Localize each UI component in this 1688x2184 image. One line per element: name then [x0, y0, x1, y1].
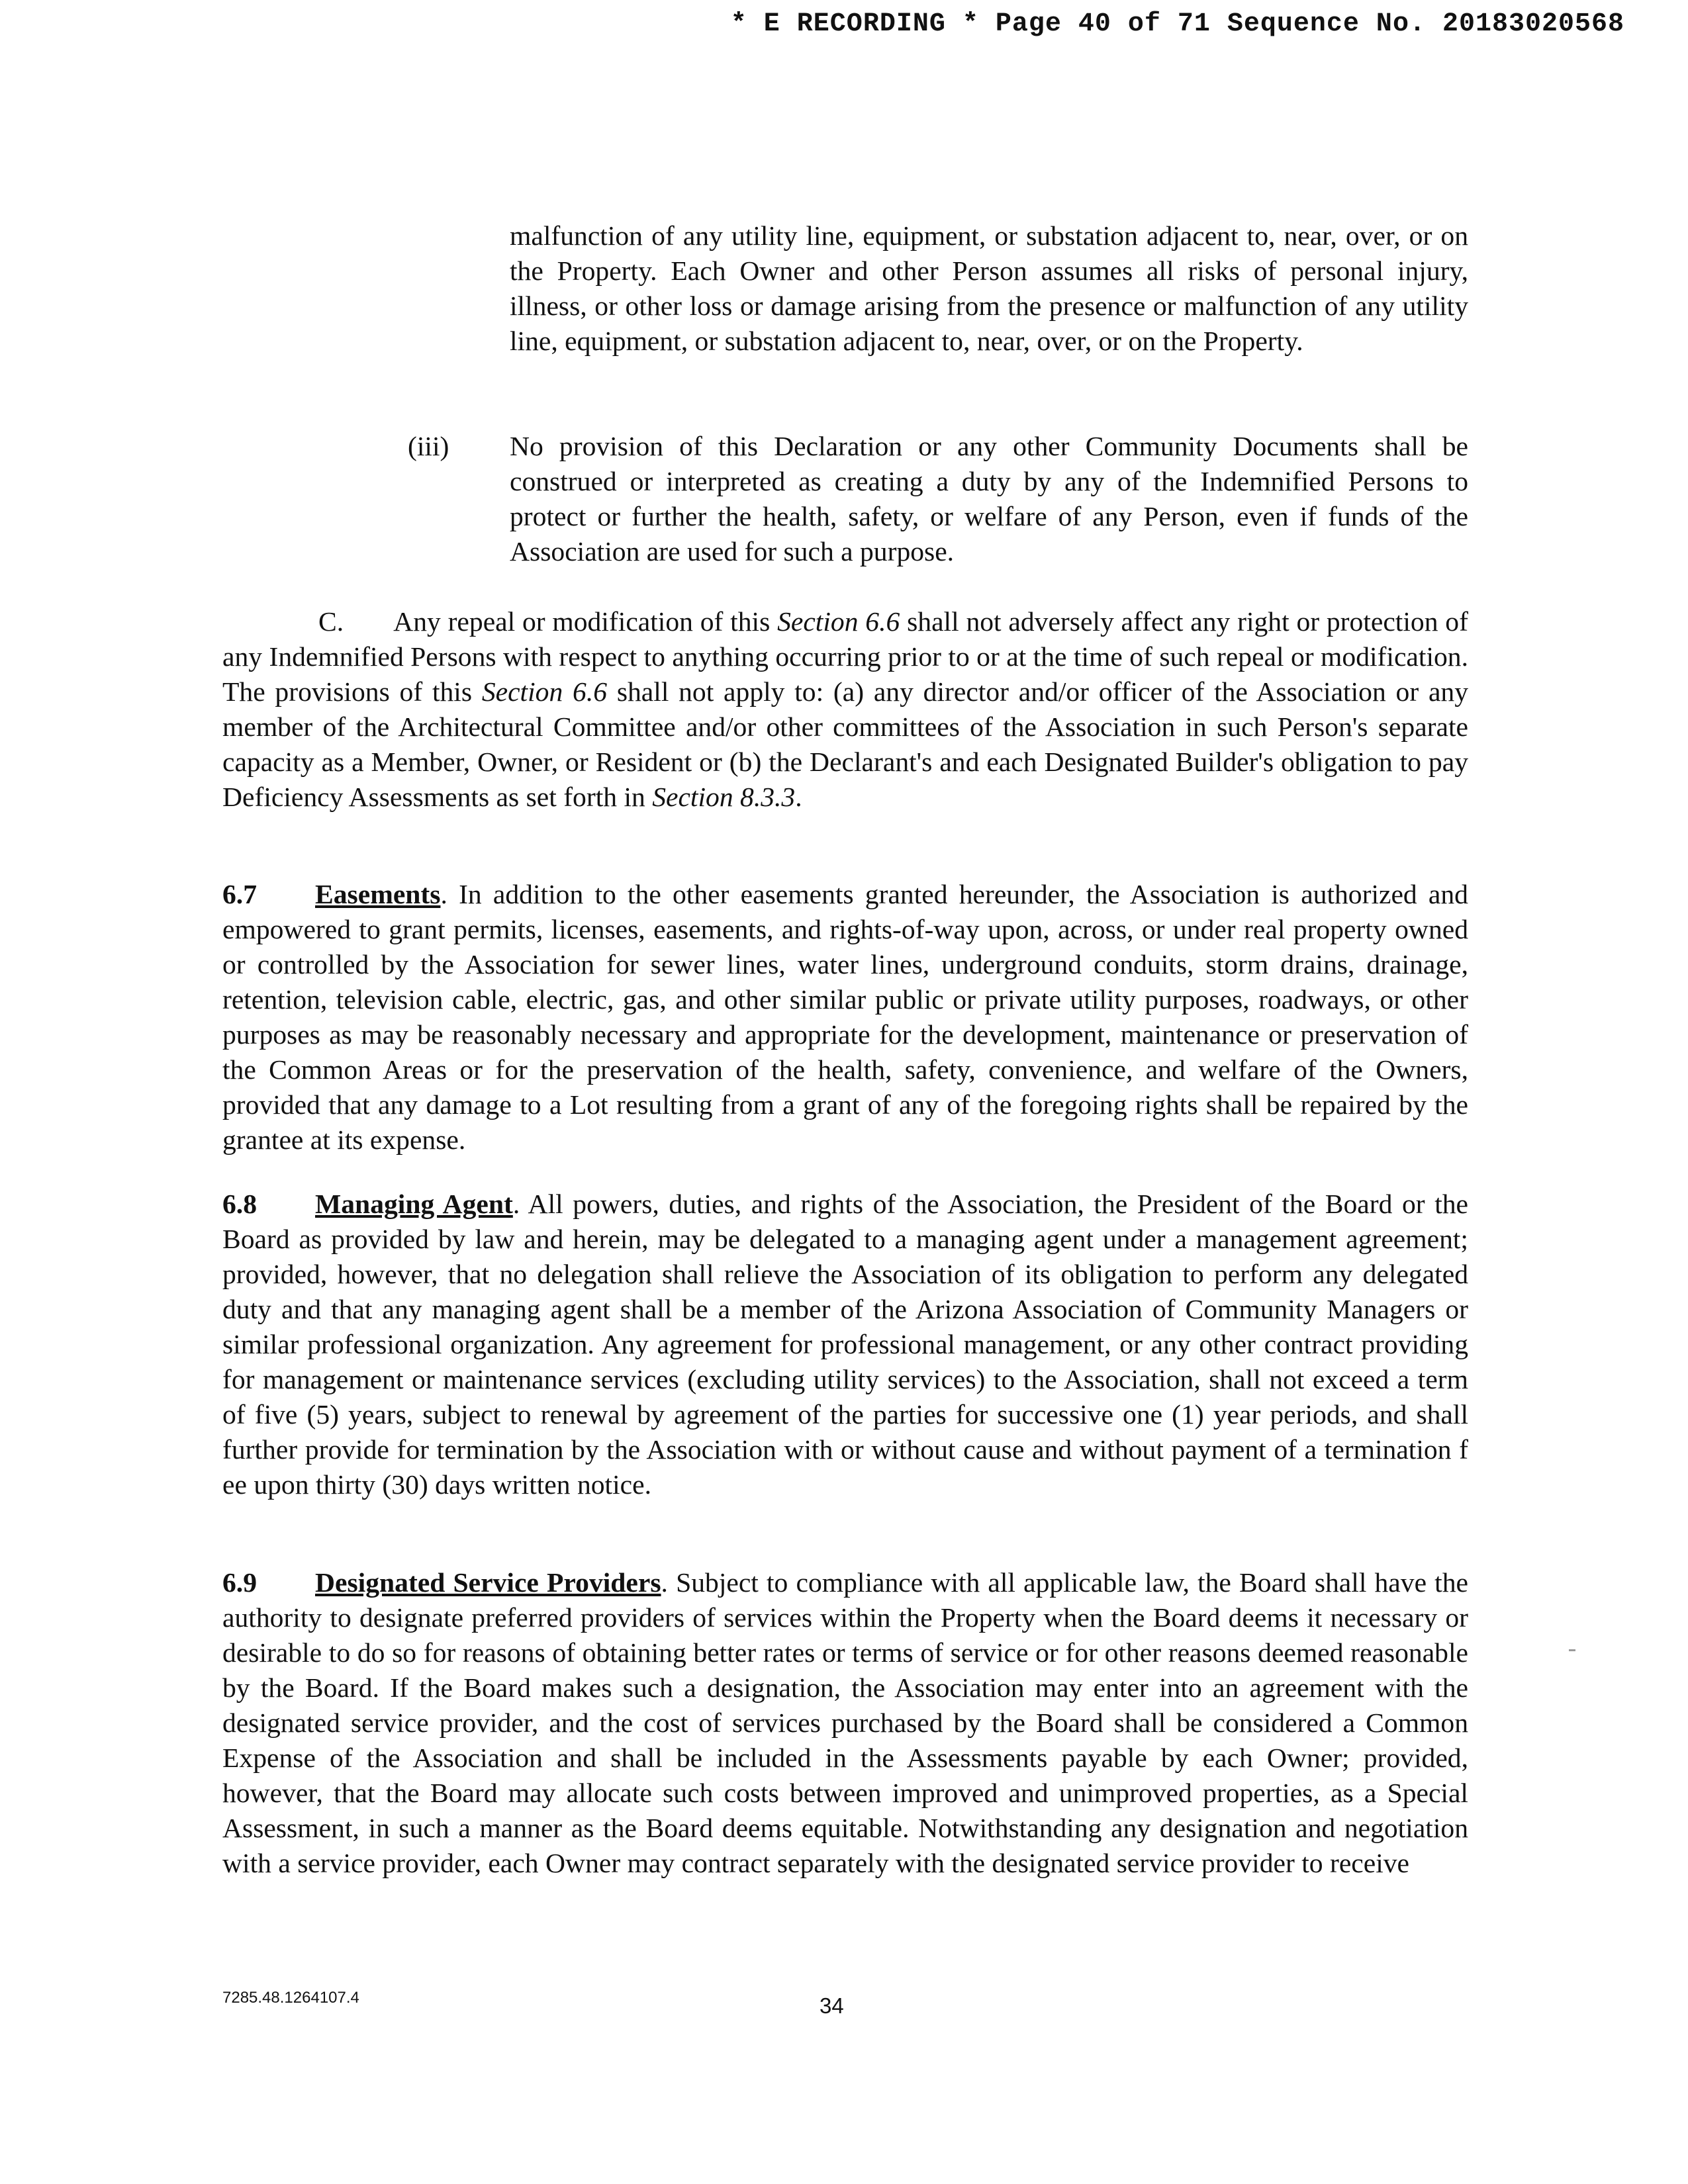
section-number: 6.8 [222, 1189, 257, 1219]
section-reference: Section 6.6 [777, 606, 900, 637]
section-6-8-paragraph [222, 1187, 1468, 1502]
section-number: 6.7 [222, 879, 257, 909]
scan-artifact [1569, 1649, 1575, 1651]
item-c-paragraph [222, 604, 1468, 815]
item-c-text-4: . [795, 782, 802, 812]
item-c-text-1: Any repeal or modification of this [393, 606, 771, 637]
item-c-text-2: shall not adversely affect any right or protection of any Indemnified Persons with respect to anything occurring prior to or at the time of such repeal or modification. The provisions of this [222, 606, 1468, 707]
item-c-label: C. [318, 606, 344, 637]
item-c-text-3: shall not apply to: (a) any director and/or officer of the Association or any member of the Architectural Committee and/or other committees of the Association in such Person's separate capacity as a Member, Owner, or Resident or (b) the Declarant's and each Designated Builder's obligation to pay Deficiency Assessments as set forth in [222, 676, 1468, 812]
page-number: 34 [820, 1993, 844, 2018]
section-number: 6.9 [222, 1567, 257, 1598]
item-iii-paragraph: No provision of this Declaration or any other Community Documents shall be construed or interpreted as creating a duty by any of the Indemnified Persons to protect or further the health, safety, or welfare of any Person, even if funds of the Association are used for such a purpose. [510, 431, 1468, 567]
section-title: Designated Service Providers [315, 1567, 661, 1598]
section-6-7-text: In addition to the other easements granted hereunder, the Association is authorized and empowered to grant permits, licenses, easements, and rights-of-way upon, across, or under real property owned or controlled by the Association for sewer lines, water lines, underground conduits, storm drains, drainage, retention, television cable, electric, gas, and other similar public or private utility purposes, roadways, or other purposes as may be reasonably necessary and appropriate for the development, maintenance or preservation of the Common Areas or for the preservation of the health, safety, convenience, and welfare of the Owners, provided that any damage to a Lot resulting from a grant of any of the foregoing rights shall be repaired by the grantee at its expense. [222, 879, 1468, 1155]
section-6-9-text: Subject to compliance with all applicable law, the Board shall have the authority to designate preferred providers of services within the Property when the Board deems it necessary or desirable to do so for reasons of obtaining better rates or terms of service or for other reasons deemed reasonable by the Board. If the Board makes such a designation, the Association may enter into an agreement with the designated service provider, and the cost of services purchased by the Board shall be considered a Common Expense of the Association and shall be included in the Assessments payable by each Owner; provided, however, that the Board may allocate such costs between improved and unimproved properties, as a Special Assessment, in such a manner as the Board deems equitable. Notwithstanding any designation and negotiation with a service provider, each Owner may contract separately with the designated service provider to receive [222, 1567, 1468, 1878]
section-title-punct: . [512, 1189, 520, 1219]
section-title-punct: . [440, 879, 447, 909]
section-6-9-paragraph [222, 1565, 1468, 1881]
section-6-8-text: All powers, duties, and rights of the Association, the President of the Board or the Board as provided by law and herein, may be delegated to a managing agent under a management agreement; provided, however, that no delegation shall relieve the Association of its obligation to perform any delegated duty and that any managing agent shall be a member of the Arizona Association of Community Managers or similar professional organization. Any agreement for professional management, or any other contract providing for management or maintenance services (excluding utility services) to the Association, shall not exceed a term of five (5) years, subject to renewal by agreement of the parties for successive one (1) year periods, and shall further provide for termination by the Association with or without cause and without payment of a termination f ee upon thirty (30) days written notice. [222, 1189, 1469, 1500]
section-title: Managing Agent [315, 1189, 513, 1219]
footer-document-id: 7285.48.1264107.4 [222, 1989, 359, 2007]
section-title-punct: . [661, 1567, 668, 1598]
section-6-7-paragraph [222, 877, 1468, 1158]
continuation-paragraph: malfunction of any utility line, equipment, or substation adjacent to, near, over, or on the Property. Each Owner and other Person assumes all risks of personal injury, illness, or other loss or damage arising from the presence or malfunction of any utility line, equipment, or substation adjacent to, near, over, or on the Property. [510, 220, 1468, 356]
section-reference: Section 8.3.3 [652, 782, 796, 812]
section-reference: Section 6.6 [481, 676, 608, 707]
item-iii-label: (iii) [408, 431, 449, 461]
section-title: Easements [315, 879, 441, 909]
recording-header: * E RECORDING * Page 40 of 71 Sequence No. 20183020568 [730, 9, 1624, 39]
